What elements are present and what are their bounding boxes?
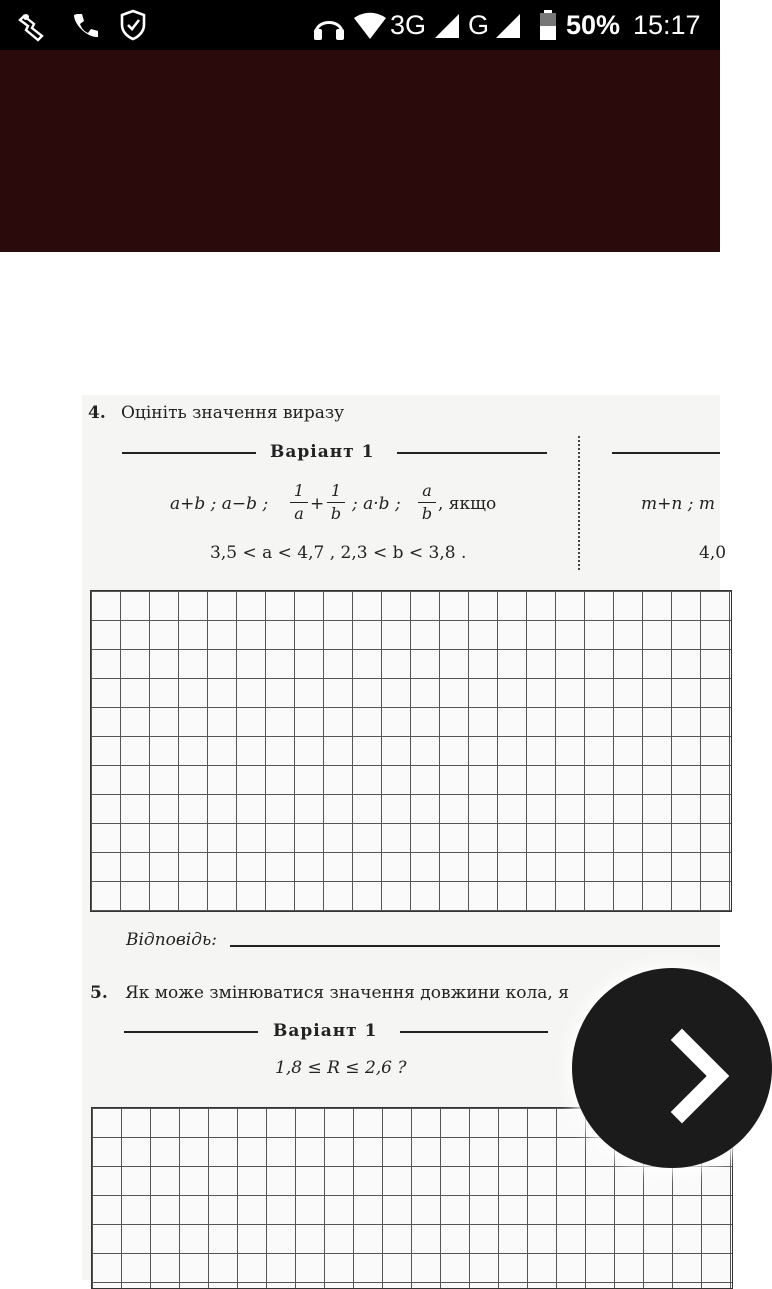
task4-prompt: Оцініть значення виразу <box>121 403 345 423</box>
fraction-1-over-a <box>290 482 308 523</box>
plus-sign: + <box>310 494 325 514</box>
task4-expr-part2: ; a·b ; <box>352 494 401 514</box>
signal-icon-2 <box>494 12 522 40</box>
chevron-right-icon <box>670 1034 730 1118</box>
task4-right-condition: 4,0 <box>699 543 727 563</box>
status-bar <box>0 0 720 50</box>
phone-icon <box>70 11 100 41</box>
task5-variant-label: Варіант 1 <box>273 1021 378 1041</box>
clock: 15:17 <box>633 10 701 40</box>
frac3-numerator: a <box>422 481 432 500</box>
battery-percent: 50% <box>566 10 621 40</box>
touch-icon <box>18 10 52 42</box>
answer-line <box>230 945 720 947</box>
network-3g-label: 3G <box>390 10 427 40</box>
task5-condition: 1,8 ≤ R ≤ 2,6 ? <box>275 1058 407 1078</box>
task5-variant-rule-right <box>400 1031 548 1033</box>
task5-variant-rule-left <box>124 1031 258 1033</box>
shield-icon <box>119 9 147 41</box>
task4-number: 4. <box>88 403 106 423</box>
variant2-rule <box>612 452 720 454</box>
dark-header-band <box>0 50 720 252</box>
fraction-a-over-b <box>418 482 436 523</box>
fraction-1-over-b <box>327 482 345 523</box>
next-button[interactable] <box>572 968 772 1168</box>
frac1-denominator: a <box>294 504 304 523</box>
frac2-denominator: b <box>330 504 342 523</box>
variant-rule-right <box>397 452 547 454</box>
task4-expr-part3: , якщо <box>438 494 497 514</box>
answer-label: Відповідь: <box>126 930 217 950</box>
signal-icon <box>433 12 461 40</box>
frac2-numerator: 1 <box>330 481 342 500</box>
task5-prompt: Як може змінюватися значення довжини кола, я <box>125 983 569 1003</box>
frac1-numerator: 1 <box>293 481 305 500</box>
headphones-icon <box>311 11 347 41</box>
wifi-icon <box>352 12 388 40</box>
task4-variant-label: Варіант 1 <box>270 442 375 462</box>
variant-rule-left <box>122 452 256 454</box>
answer-grid-task4 <box>90 590 732 912</box>
task4-expr-part1: a+b ; a−b ; <box>170 494 269 514</box>
network-g-label: G <box>468 10 490 40</box>
task4-condition: 3,5 < a < 4,7 , 2,3 < b < 3,8 . <box>210 543 467 563</box>
variant-divider <box>578 436 580 570</box>
task4-right-expr: m+n ; m <box>641 494 715 514</box>
task5-number: 5. <box>90 983 108 1003</box>
frac3-denominator: b <box>421 504 433 523</box>
battery-icon <box>538 9 558 41</box>
